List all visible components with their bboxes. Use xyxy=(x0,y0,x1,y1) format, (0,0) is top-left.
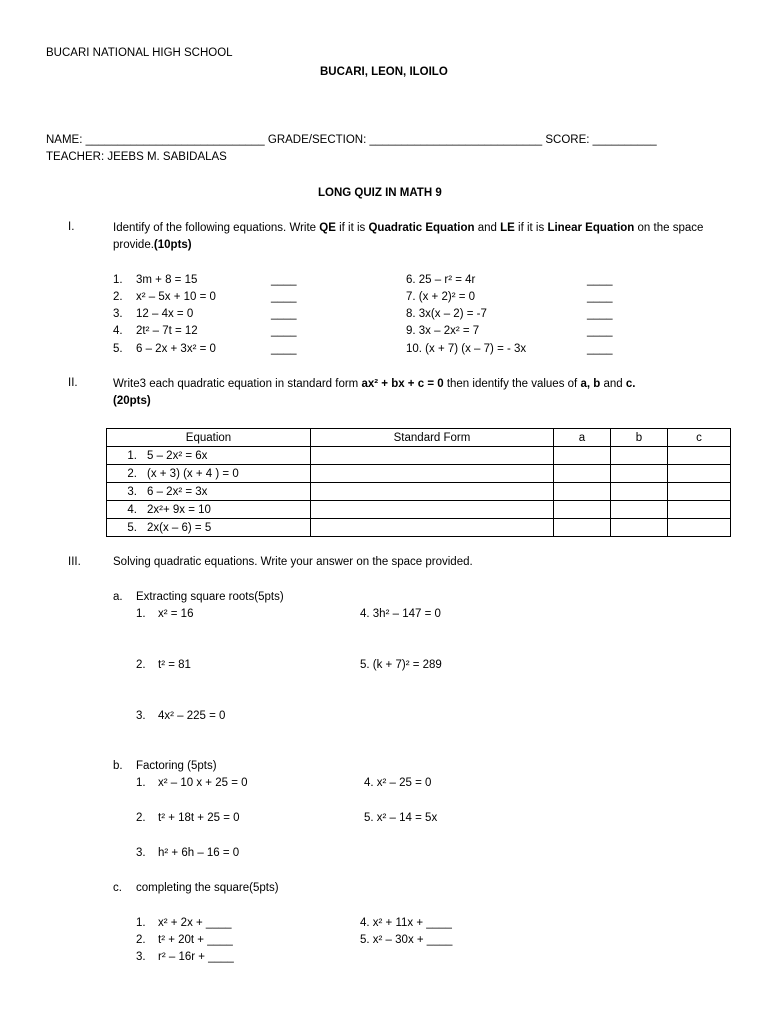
item-equation: 5. x² – 30x + ____ xyxy=(360,934,453,946)
table-row xyxy=(107,465,731,483)
item-equation: 4. x² – 25 = 0 xyxy=(364,777,432,789)
part1-left-num: 5. xyxy=(113,343,123,355)
section-b-label: b. xyxy=(113,760,123,772)
standard-form-cell[interactable] xyxy=(311,501,554,519)
header-c: c xyxy=(668,429,731,447)
item-number: 2. xyxy=(136,659,146,671)
item-number: 3. xyxy=(136,951,146,963)
answer-blank[interactable]: ____ xyxy=(271,291,297,303)
row-equation: (x + 3) (x + 4 ) = 0 xyxy=(147,467,239,480)
item-number: 1. xyxy=(136,777,146,789)
equation-cell xyxy=(107,483,311,501)
row-equation: 2x²+ 9x = 10 xyxy=(147,503,211,516)
part1-instr-qe: QE xyxy=(319,222,336,234)
item-equation: t² = 81 xyxy=(158,659,191,671)
row-number: 1. xyxy=(127,449,137,462)
table-header-row xyxy=(107,429,731,447)
b-cell[interactable] xyxy=(611,501,668,519)
a-cell[interactable] xyxy=(554,465,611,483)
row-number: 2. xyxy=(127,467,137,480)
part1-numeral: I. xyxy=(68,221,75,233)
part3-numeral: III. xyxy=(68,556,81,568)
c-cell[interactable] xyxy=(668,465,731,483)
school-name: BUCARI NATIONAL HIGH SCHOOL xyxy=(46,47,233,59)
part1-instr-text: and xyxy=(474,222,501,234)
answer-blank[interactable]: ____ xyxy=(271,325,297,337)
part1-left-item: 2t² – 7t = 12 xyxy=(136,325,198,337)
part1-instr-quadratic: Quadratic Equation xyxy=(368,222,475,234)
section-b-title: Factoring (5pts) xyxy=(136,760,217,772)
section-c-title: completing the square(5pts) xyxy=(136,882,279,894)
part2-instr-points: (20pts) xyxy=(113,395,151,407)
item-equation: x² – 10 x + 25 = 0 xyxy=(158,777,248,789)
item-equation: 5. (k + 7)² = 289 xyxy=(360,659,442,671)
part1-right-item: 7. (x + 2)² = 0 xyxy=(406,291,476,303)
part1-instr-text: if it is xyxy=(335,222,369,234)
part1-right-item: 9. 3x – 2x² = 7 xyxy=(406,325,480,337)
standard-form-cell[interactable] xyxy=(311,519,554,537)
item-equation: 5. x² – 14 = 5x xyxy=(364,812,438,824)
a-cell[interactable] xyxy=(554,483,611,501)
part1-instr-text: on the space provide. xyxy=(113,222,704,251)
answer-blank[interactable]: ____ xyxy=(587,274,613,286)
part2-instr-ab: a, b xyxy=(580,378,601,390)
teacher-line: TEACHER: JEEBS M. SABIDALAS xyxy=(46,151,227,163)
part2-instr-standard-form: ax² + bx + c = 0 xyxy=(361,378,444,390)
table-row xyxy=(107,447,731,465)
b-cell[interactable] xyxy=(611,465,668,483)
item-number: 3. xyxy=(136,847,146,859)
a-cell[interactable] xyxy=(554,519,611,537)
item-equation: t² + 20t + ____ xyxy=(158,934,233,946)
c-cell[interactable] xyxy=(668,447,731,465)
part1-right-item: 8. 3x(x – 2) = -7 xyxy=(406,308,487,320)
item-equation: 4. 3h² – 147 = 0 xyxy=(360,608,441,620)
part1-left-item: 12 – 4x = 0 xyxy=(136,308,194,320)
part1-left-num: 2. xyxy=(113,291,123,303)
part1-left-num: 1. xyxy=(113,274,123,286)
part2-instr-c: c. xyxy=(625,378,636,390)
answer-blank[interactable]: ____ xyxy=(587,291,613,303)
answer-blank[interactable]: ____ xyxy=(587,343,613,355)
part2-instr-text: then identify the values of xyxy=(443,378,581,390)
part1-instr-points: (10pts) xyxy=(153,239,192,251)
item-number: 1. xyxy=(136,608,146,620)
standard-form-cell[interactable] xyxy=(311,465,554,483)
a-cell[interactable] xyxy=(554,501,611,519)
item-number: 2. xyxy=(136,934,146,946)
section-a-title: Extracting square roots(5pts) xyxy=(136,591,284,603)
answer-blank[interactable]: ____ xyxy=(271,343,297,355)
item-equation: t² + 18t + 25 = 0 xyxy=(158,812,240,824)
part1-right-item: 10. (x + 7) (x – 7) = - 3x xyxy=(406,343,527,355)
row-number: 3. xyxy=(127,485,137,498)
part1-instr-text: if it is xyxy=(514,222,548,234)
c-cell[interactable] xyxy=(668,501,731,519)
part1-left-item: 6 – 2x + 3x² = 0 xyxy=(136,343,216,355)
part3-instruction: Solving quadratic equations. Write your answer on the space provided. xyxy=(113,556,473,568)
header-standard-form: Standard Form xyxy=(311,429,554,447)
answer-blank[interactable]: ____ xyxy=(271,308,297,320)
part2-instruction xyxy=(113,376,723,410)
part1-instr-linear: Linear Equation xyxy=(547,222,635,234)
part1-left-num: 4. xyxy=(113,325,123,337)
header-a: a xyxy=(554,429,611,447)
equation-cell xyxy=(107,501,311,519)
b-cell[interactable] xyxy=(611,483,668,501)
part1-instr-le: LE xyxy=(500,222,515,234)
row-number: 5. xyxy=(127,521,137,534)
table-row xyxy=(107,483,731,501)
item-equation: 4. x² + 11x + ____ xyxy=(360,917,452,929)
part1-instruction xyxy=(113,220,723,254)
part1-left-item: x² – 5x + 10 = 0 xyxy=(136,291,216,303)
table-row xyxy=(107,519,731,537)
name-grade-score-line: NAME: ____________________________ GRADE/SECTION: ___________________________ SCORE: __________ xyxy=(46,134,657,146)
a-cell[interactable] xyxy=(554,447,611,465)
quiz-title: LONG QUIZ IN MATH 9 xyxy=(318,187,442,199)
item-equation: 4x² – 225 = 0 xyxy=(158,710,226,722)
c-cell[interactable] xyxy=(668,519,731,537)
standard-form-cell[interactable] xyxy=(311,447,554,465)
part1-left-item: 3m + 8 = 15 xyxy=(136,274,198,286)
item-number: 2. xyxy=(136,812,146,824)
row-equation: 5 – 2x² = 6x xyxy=(147,449,208,462)
b-cell[interactable] xyxy=(611,519,668,537)
part2-instr-text: Write3 each quadratic equation in standard form xyxy=(113,378,362,390)
item-equation: h² + 6h – 16 = 0 xyxy=(158,847,240,859)
c-cell[interactable] xyxy=(668,483,731,501)
section-a-label: a. xyxy=(113,591,123,603)
standard-form-cell[interactable] xyxy=(311,483,554,501)
item-equation: x² + 2x + ____ xyxy=(158,917,232,929)
item-number: 3. xyxy=(136,710,146,722)
item-equation: r² – 16r + ____ xyxy=(158,951,234,963)
answer-blank[interactable]: ____ xyxy=(587,325,613,337)
part1-instr-text: Identify of the following equations. Write xyxy=(113,222,320,234)
standard-form-table xyxy=(106,428,731,537)
item-equation: x² = 16 xyxy=(158,608,194,620)
row-number: 4. xyxy=(127,503,137,516)
part1-left-num: 3. xyxy=(113,308,123,320)
part1-right-item: 6. 25 – r² = 4r xyxy=(406,274,476,286)
part2-numeral: II. xyxy=(68,377,78,389)
answer-blank[interactable]: ____ xyxy=(587,308,613,320)
table-row xyxy=(107,501,731,519)
equation-cell xyxy=(107,447,311,465)
header-b: b xyxy=(611,429,668,447)
equation-cell xyxy=(107,465,311,483)
b-cell[interactable] xyxy=(611,447,668,465)
section-c-label: c. xyxy=(113,882,122,894)
row-equation: 2x(x – 6) = 5 xyxy=(147,521,212,534)
school-address: BUCARI, LEON, ILOILO xyxy=(320,66,448,78)
equation-cell xyxy=(107,519,311,537)
part2-instr-text: and xyxy=(600,378,626,390)
row-equation: 6 – 2x² = 3x xyxy=(147,485,208,498)
header-equation: Equation xyxy=(107,429,311,447)
answer-blank[interactable]: ____ xyxy=(271,274,297,286)
item-number: 1. xyxy=(136,917,146,929)
